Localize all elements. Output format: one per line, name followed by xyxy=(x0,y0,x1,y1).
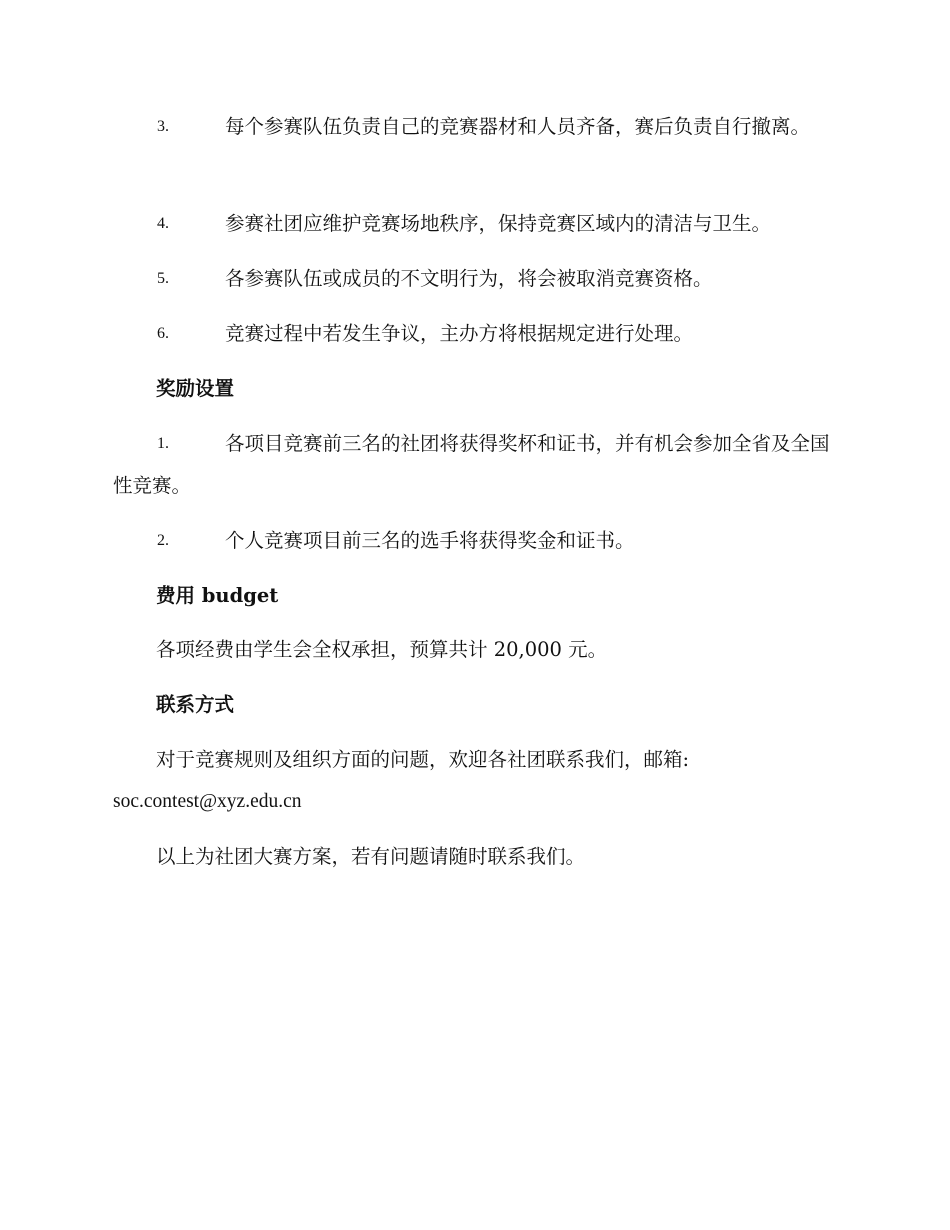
list-item xyxy=(113,203,837,245)
list-item-number: 2. xyxy=(157,532,169,549)
contact-heading: 联系方式 xyxy=(156,693,235,716)
closing-text: 以上为社团大赛方案，若有问题请随时联系我们。 xyxy=(156,845,586,868)
budget-text: 各项经费由学生会全权承担，预算共计 20,000 元。 xyxy=(156,638,608,661)
list-item xyxy=(113,313,837,355)
list-item xyxy=(113,106,837,148)
list-item-text: 个人竞赛项目前三名的选手将获得奖金和证书。 xyxy=(225,529,635,552)
awards-heading: 奖励设置 xyxy=(156,377,235,400)
list-item-number: 1. xyxy=(157,435,169,452)
list-item xyxy=(113,423,837,507)
contact-text: 对于竞赛规则及组织方面的问题，欢迎各社团联系我们，邮箱: xyxy=(156,748,690,771)
list-item-number: 6. xyxy=(157,325,169,342)
list-item xyxy=(113,520,837,562)
list-item xyxy=(113,258,837,300)
list-item-number: 4. xyxy=(157,215,169,232)
list-item-number: 5. xyxy=(157,270,169,287)
list-item-text: 竞赛过程中若发生争议，主办方将根据规定进行处理。 xyxy=(225,322,694,345)
list-item-text: 参赛社团应维护竞赛场地秩序，保持竞赛区域内的清洁与卫生。 xyxy=(225,212,772,235)
list-item-text: 各参赛队伍或成员的不文明行为，将会被取消竞赛资格。 xyxy=(225,267,713,290)
contact-paragraph xyxy=(113,739,837,823)
list-item-text: 各项目竞赛前三名的社团将获得奖杯和证书，并有机会参加全省及全国性竞赛。 xyxy=(113,432,830,497)
closing-paragraph xyxy=(113,836,837,878)
budget-heading: 费用 budget xyxy=(156,584,279,607)
list-item-number: 3. xyxy=(157,118,169,135)
list-item-text: 每个参赛队伍负责自己的竞赛器材和人员齐备，赛后负责自行撤离。 xyxy=(225,115,811,138)
contact-email: soc.contest@xyz.edu.cn xyxy=(113,791,302,812)
budget-paragraph xyxy=(113,629,837,671)
